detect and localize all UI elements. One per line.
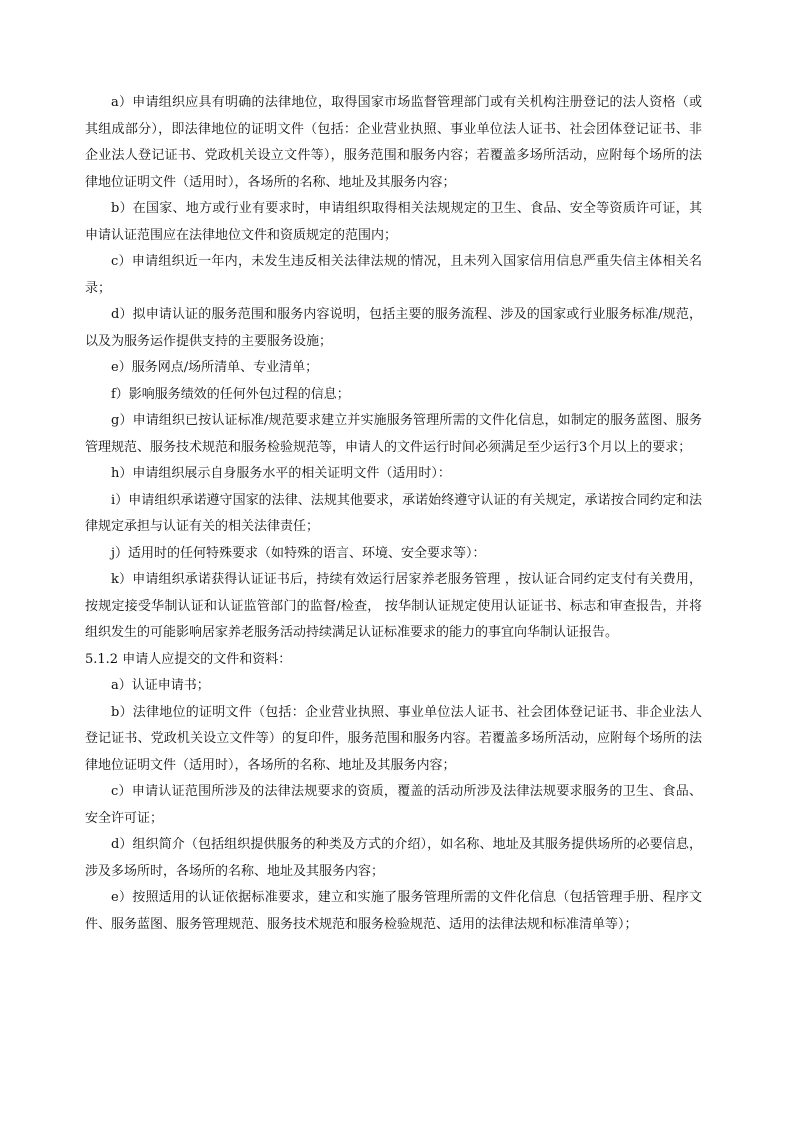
paragraph-g: g）申请组织已按认证标准/规范要求建立并实施服务管理所需的文件化信息，如制定的服务蓝图、服务管理规范、服务技术规范和服务检验规范等，申请人的文件运行时间必须满足至少运行3个月以上的要求；: [85, 413, 702, 455]
paragraph-h: h）申请组织展示自身服务水平的相关证明文件（适用时）：: [111, 466, 451, 481]
paragraph-i: i）申请组织承诺遵守国家的法律、法规其他要求，承诺始终遵守认证的有关规定，承诺按合同约定和法律规定承担与认证有关的相关法律责任；: [85, 492, 702, 534]
submission-item-a: a）认证申请书；: [111, 678, 210, 693]
paragraph-f: f）影响服务绩效的任何外包过程的信息；: [111, 386, 350, 402]
paragraph-e: e）服务网点/场所清单、专业清单；: [111, 360, 319, 375]
submission-item-d: d）组织简介（包括组织提供服务的种类及方式的介绍），如名称、地址及其服务提供场所的必要信息，涉及多场所时，各场所的名称、地址及其服务内容；: [85, 837, 702, 879]
submission-item-c: c）申请认证范围所涉及的法律法规要求的资质，覆盖的活动所涉及法律法规要求服务的卫生、食品、安全许可证；: [85, 784, 702, 826]
paragraph-c: c）申请组织近一年内，未发生违反相关法律法规的情况，且未列入国家信用信息严重失信主体相关名录；: [85, 254, 702, 296]
paragraph-j: j）适用时的任何特殊要求（如特殊的语言、环境、安全要求等）：: [111, 545, 486, 561]
submission-item-e: e）按照适用的认证依据标准要求，建立和实施了服务管理所需的文件化信息（包括管理手册、程序文件、服务蓝图、服务管理规范、服务技术规范和服务检验规范、适用的法律法规和标准清单等）；: [85, 890, 702, 932]
paragraph-b: b）在国家、地方或行业有要求时，申请组织取得相关法规规定的卫生、食品、安全等资质许可证，其申请认证范围应在法律地位文件和资质规定的范围内；: [85, 201, 702, 243]
submission-item-b: b）法律地位的证明文件（包括：企业营业执照、事业单位法人证书、社会团体登记证书、非企业法人登记证书、党政机关设立文件等）的复印件，服务范围和服务内容。若覆盖多场所活动，应附每个场所的法律地位证明文件（适用时），各场所的名称、地址及其服务内容；: [85, 704, 702, 773]
document-body: [85, 90, 702, 938]
paragraph-d: d）拟申请认证的服务范围和服务内容说明，包括主要的服务流程、涉及的国家或行业服务标准/规范，以及为服务运作提供支持的主要服务设施；: [85, 307, 702, 349]
section-heading-5-1-2: 5.1.2 申请人应提交的文件和资料：: [85, 651, 292, 667]
paragraph-a: a）申请组织应具有明确的法律地位，取得国家市场监督管理部门或有关机构注册登记的法人资格（或其组成部分），即法律地位的证明文件（包括：企业营业执照、事业单位法人证书、社会团体登记证书、非企业法人登记证书、党政机关设立文件等），服务范围和服务内容；若覆盖多场所活动，应附每个场所的法律地位证明文件（适用时），各场所的名称、地址及其服务内容；: [85, 95, 702, 190]
paragraph-k: k）申请组织承诺获得认证证书后，持续有效运行居家养老服务管理 ，按认证合同约定支付有关费用，按规定接受华制认证和认证监管部门的监督/检查， 按华制认证规定使用认证证书、标志和审查报告，并将组织发生的可能影响居家养老服务活动持续满足认证标准要求的能力的事宜向华制认证报告。: [85, 572, 702, 640]
